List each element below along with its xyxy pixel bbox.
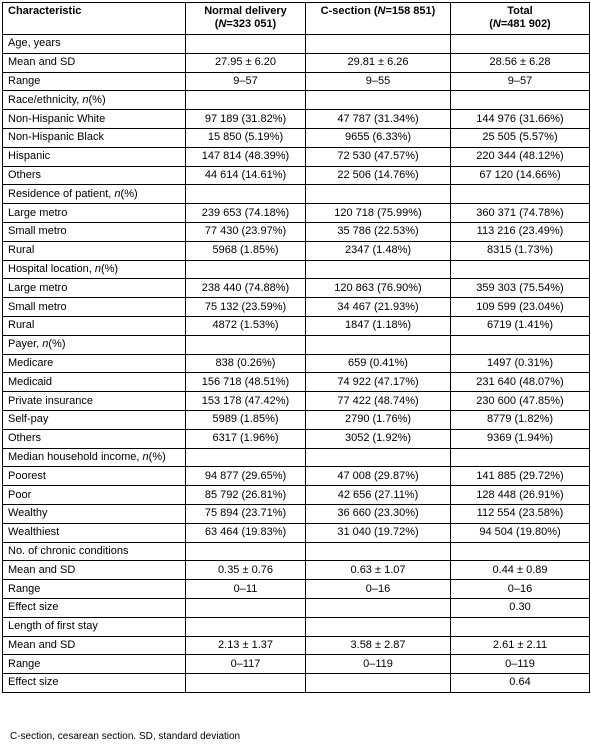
row-value-c2: 838 (0.26%): [186, 354, 306, 373]
header-total-label: Total: [507, 5, 533, 17]
section-label: Payer,: [8, 338, 43, 351]
table-row: [3, 316, 590, 335]
row-label: Medicare: [3, 354, 186, 373]
row-label: Mean and SD: [3, 561, 186, 580]
row-value-c2: 0–11: [186, 580, 306, 599]
row-value-c2: 5968 (1.85%): [186, 241, 306, 260]
table-row: [3, 354, 590, 373]
row-value-c2: 9–57: [186, 72, 306, 91]
table-row: [3, 486, 590, 505]
row-label: Wealthy: [3, 504, 186, 523]
table-row: [3, 222, 590, 241]
table-row: [3, 410, 590, 429]
section-label-cell: [3, 185, 186, 204]
row-value-c4: 9–57: [451, 72, 590, 91]
section-label-tail: (%): [48, 338, 66, 351]
row-value-c3: 42 656 (27.11%): [306, 486, 451, 505]
header-c-section-count: =158 851): [385, 5, 436, 17]
table-row: [3, 467, 590, 486]
section-row: [3, 35, 590, 54]
table-row: [3, 147, 590, 166]
row-value-c3: 2790 (1.76%): [306, 410, 451, 429]
section-empty-cell: [186, 91, 306, 110]
row-value-c2: 5989 (1.85%): [186, 410, 306, 429]
row-value-c4: 0.30: [451, 598, 590, 617]
table-row: [3, 429, 590, 448]
row-value-c2: 4872 (1.53%): [186, 316, 306, 335]
row-value-c3: 36 660 (23.30%): [306, 504, 451, 523]
row-value-c3: 35 786 (22.53%): [306, 222, 451, 241]
table-row: [3, 373, 590, 392]
table-row: [3, 504, 590, 523]
row-value-c4: 0.64: [451, 674, 590, 693]
section-label: Age, years: [8, 37, 61, 50]
table-row: [3, 392, 590, 411]
table-row: [3, 279, 590, 298]
section-row: [3, 542, 590, 561]
header-c-section-n: N: [377, 5, 386, 17]
row-value-c4: 0–119: [451, 655, 590, 674]
row-value-c2: 0.35 ± 0.76: [186, 561, 306, 580]
section-empty-cell: [306, 335, 451, 354]
row-value-c4: 8779 (1.82%): [451, 410, 590, 429]
section-label-tail: (%): [88, 93, 106, 106]
section-empty-cell: [186, 260, 306, 279]
row-label: Range: [3, 655, 186, 674]
table-row: [3, 674, 590, 693]
table-row: [3, 561, 590, 580]
row-value-c3: 9655 (6.33%): [306, 128, 451, 147]
section-label-cell: [3, 542, 186, 561]
row-label: Others: [3, 166, 186, 185]
row-label: Effect size: [3, 674, 186, 693]
table-row: [3, 655, 590, 674]
row-label: Hispanic: [3, 147, 186, 166]
row-value-c2: 27.95 ± 6.20: [186, 53, 306, 72]
table-header-row: [3, 3, 590, 35]
header-normal-delivery: Normal delivery (N=323 051): [186, 3, 306, 35]
table-row: [3, 241, 590, 260]
section-row: [3, 91, 590, 110]
table-row: [3, 636, 590, 655]
row-value-c2: 0–117: [186, 655, 306, 674]
section-empty-cell: [186, 35, 306, 54]
row-label: Range: [3, 580, 186, 599]
section-empty-cell: [451, 91, 590, 110]
row-value-c2: 147 814 (48.39%): [186, 147, 306, 166]
section-label-n: n: [94, 262, 101, 275]
section-label-n: n: [42, 338, 49, 351]
section-empty-cell: [451, 542, 590, 561]
row-label: Effect size: [3, 598, 186, 617]
row-value-c2: [186, 674, 306, 693]
row-value-c4: 112 554 (23.58%): [451, 504, 590, 523]
section-label: Residence of patient,: [8, 187, 115, 200]
row-value-c3: 72 530 (47.57%): [306, 147, 451, 166]
section-label-cell: [3, 91, 186, 110]
row-label: Non-Hispanic White: [3, 110, 186, 129]
section-empty-cell: [306, 448, 451, 467]
header-c-section-label: C-section (: [320, 5, 378, 17]
section-label: Race/ethnicity,: [8, 93, 83, 106]
section-empty-cell: [306, 260, 451, 279]
row-value-c4: 1497 (0.31%): [451, 354, 590, 373]
row-value-c4: 144 976 (31.66%): [451, 110, 590, 129]
header-c-section: [306, 3, 451, 35]
row-value-c2: 153 178 (47.42%): [186, 392, 306, 411]
row-value-c3: 3.58 ± 2.87: [306, 636, 451, 655]
section-row: [3, 335, 590, 354]
table-footnote: C-section, cesarean section. SD, standard deviation: [10, 731, 241, 742]
section-label-tail: (%): [148, 450, 166, 463]
row-value-c3: 0.63 ± 1.07: [306, 561, 451, 580]
row-value-c3: 120 863 (76.90%): [306, 279, 451, 298]
row-value-c4: 8315 (1.73%): [451, 241, 590, 260]
row-label: Range: [3, 72, 186, 91]
row-value-c4: 230 600 (47.85%): [451, 392, 590, 411]
row-value-c3: 31 040 (19.72%): [306, 523, 451, 542]
row-value-c2: 239 653 (74.18%): [186, 204, 306, 223]
row-label: Poor: [3, 486, 186, 505]
section-label: Median household income,: [8, 450, 143, 463]
row-value-c2: 97 189 (31.82%): [186, 110, 306, 129]
section-empty-cell: [306, 35, 451, 54]
row-value-c4: 220 344 (48.12%): [451, 147, 590, 166]
row-value-c4: 0–16: [451, 580, 590, 599]
table-row: [3, 298, 590, 317]
header-total-count: =481 902): [500, 18, 551, 30]
row-value-c4: 67 120 (14.66%): [451, 166, 590, 185]
section-label-n: n: [142, 450, 149, 463]
row-value-c3: 659 (0.41%): [306, 354, 451, 373]
row-value-c3: 120 718 (75.99%): [306, 204, 451, 223]
section-label: No. of chronic conditions: [8, 544, 129, 557]
table-row: [3, 128, 590, 147]
section-empty-cell: [186, 335, 306, 354]
header-total: Total (N=481 902): [451, 3, 590, 35]
row-value-c2: 75 894 (23.71%): [186, 504, 306, 523]
header-characteristic: [3, 3, 186, 35]
row-value-c4: 113 216 (23.49%): [451, 222, 590, 241]
row-value-c3: 47 787 (31.34%): [306, 110, 451, 129]
table-row: [3, 523, 590, 542]
row-value-c4: 2.61 ± 2.11: [451, 636, 590, 655]
section-label-n: n: [114, 187, 121, 200]
row-value-c3: 2347 (1.48%): [306, 241, 451, 260]
section-row: [3, 617, 590, 636]
section-label-tail: (%): [120, 187, 138, 200]
row-value-c3: 77 422 (48.74%): [306, 392, 451, 411]
row-value-c3: 0–119: [306, 655, 451, 674]
table-row: [3, 204, 590, 223]
row-label: Private insurance: [3, 392, 186, 411]
row-value-c4: 109 599 (23.04%): [451, 298, 590, 317]
section-label-cell: [3, 35, 186, 54]
section-empty-cell: [451, 185, 590, 204]
section-label-tail: (%): [100, 262, 119, 275]
row-value-c2: 63 464 (19.83%): [186, 523, 306, 542]
row-value-c4: 141 885 (29.72%): [451, 467, 590, 486]
row-value-c2: 15 850 (5.19%): [186, 128, 306, 147]
row-label: Wealthiest: [3, 523, 186, 542]
row-label: Large metro: [3, 204, 186, 223]
section-label-cell: [3, 617, 186, 636]
section-label: Hospital location,: [8, 262, 95, 275]
row-label: Poorest: [3, 467, 186, 486]
section-empty-cell: [451, 448, 590, 467]
row-label: Non-Hispanic Black: [3, 128, 186, 147]
section-row: [3, 448, 590, 467]
section-label: Length of first stay: [8, 620, 98, 633]
section-empty-cell: [451, 260, 590, 279]
row-value-c4: 360 371 (74.78%): [451, 204, 590, 223]
row-value-c3: 29.81 ± 6.26: [306, 53, 451, 72]
section-label-cell: [3, 335, 186, 354]
row-value-c2: 77 430 (23.97%): [186, 222, 306, 241]
row-value-c3: 1847 (1.18%): [306, 316, 451, 335]
header-normal-delivery-n: N: [218, 18, 227, 30]
table-body: [3, 3, 590, 693]
section-empty-cell: [186, 617, 306, 636]
header-normal-delivery-label: Normal delivery: [204, 5, 287, 17]
row-value-c2: 44 614 (14.61%): [186, 166, 306, 185]
row-value-c3: [306, 598, 451, 617]
row-value-c3: 22 506 (14.76%): [306, 166, 451, 185]
characteristics-table: [2, 2, 590, 693]
section-empty-cell: [451, 35, 590, 54]
section-row: [3, 260, 590, 279]
section-empty-cell: [306, 91, 451, 110]
section-empty-cell: [306, 617, 451, 636]
row-value-c3: 0–16: [306, 580, 451, 599]
row-value-c3: 9–55: [306, 72, 451, 91]
section-empty-cell: [186, 542, 306, 561]
row-label: Rural: [3, 241, 186, 260]
row-value-c2: 85 792 (26.81%): [186, 486, 306, 505]
row-value-c2: 238 440 (74.88%): [186, 279, 306, 298]
table-row: [3, 72, 590, 91]
row-label: Small metro: [3, 222, 186, 241]
row-label: Self-pay: [3, 410, 186, 429]
section-empty-cell: [186, 448, 306, 467]
table-row: [3, 53, 590, 72]
row-value-c4: 6719 (1.41%): [451, 316, 590, 335]
row-value-c2: 156 718 (48.51%): [186, 373, 306, 392]
row-label: Others: [3, 429, 186, 448]
row-value-c4: 94 504 (19.80%): [451, 523, 590, 542]
row-value-c3: 3052 (1.92%): [306, 429, 451, 448]
section-empty-cell: [306, 542, 451, 561]
section-label-n: n: [82, 93, 89, 106]
row-value-c3: 34 467 (21.93%): [306, 298, 451, 317]
section-row: [3, 185, 590, 204]
table-row: [3, 110, 590, 129]
section-empty-cell: [451, 335, 590, 354]
table-row: [3, 598, 590, 617]
table-row: [3, 580, 590, 599]
table-row: [3, 166, 590, 185]
row-value-c2: 2.13 ± 1.37: [186, 636, 306, 655]
row-value-c4: 231 640 (48.07%): [451, 373, 590, 392]
row-label: Rural: [3, 316, 186, 335]
header-total-n: N: [492, 18, 501, 30]
row-value-c2: 94 877 (29.65%): [186, 467, 306, 486]
row-value-c3: 74 922 (47.17%): [306, 373, 451, 392]
row-value-c2: 6317 (1.96%): [186, 429, 306, 448]
row-label: Large metro: [3, 279, 186, 298]
section-empty-cell: [186, 185, 306, 204]
row-value-c3: 47 008 (29.87%): [306, 467, 451, 486]
row-value-c4: 359 303 (75.54%): [451, 279, 590, 298]
section-empty-cell: [306, 185, 451, 204]
row-value-c3: [306, 674, 451, 693]
row-label: Mean and SD: [3, 636, 186, 655]
header-normal-delivery-count: =323 051): [226, 18, 277, 30]
row-value-c4: 25 505 (5.57%): [451, 128, 590, 147]
row-value-c4: 128 448 (26.91%): [451, 486, 590, 505]
row-label: Small metro: [3, 298, 186, 317]
row-value-c2: [186, 598, 306, 617]
section-label-cell: [3, 260, 186, 279]
section-empty-cell: [451, 617, 590, 636]
row-value-c4: 9369 (1.94%): [451, 429, 590, 448]
row-value-c4: 28.56 ± 6.28: [451, 53, 590, 72]
row-value-c4: 0.44 ± 0.89: [451, 561, 590, 580]
section-label-cell: [3, 448, 186, 467]
row-label: Medicaid: [3, 373, 186, 392]
row-value-c2: 75 132 (23.59%): [186, 298, 306, 317]
header-characteristic-text: Characteristic: [8, 5, 82, 17]
row-label: Mean and SD: [3, 53, 186, 72]
